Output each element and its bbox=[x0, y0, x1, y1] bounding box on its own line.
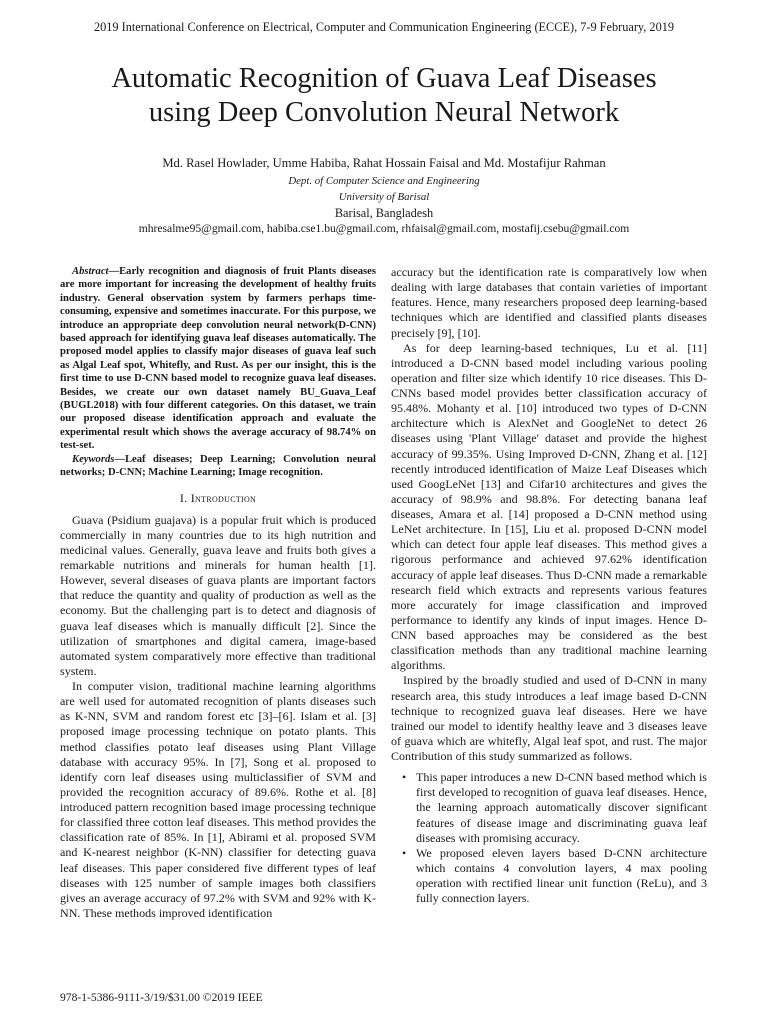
affiliation-city: Barisal, Bangladesh bbox=[334, 206, 434, 220]
right-column bbox=[391, 265, 707, 906]
abstract-dash: — bbox=[108, 266, 120, 277]
body-paragraph-continued: accuracy but the identification rate is comparatively low when dealing with large databases that contain varieties of important features. Hence, many researchers proposed deep learning-based techniques which are identified and classified plants diseases precisely [9], [10]. bbox=[391, 265, 707, 340]
section-title: Introduction bbox=[190, 490, 257, 505]
author-emails: mhresalme95@gmail.com, habiba.cse1.bu@gmail.com, rhfaisal@gmail.com, mostafij.csebu@gmail.com bbox=[138, 222, 630, 235]
keywords-label: Keywords bbox=[72, 453, 115, 465]
section-number: I. bbox=[179, 490, 188, 505]
keywords bbox=[60, 453, 376, 480]
affiliation-dept: Dept. of Computer Science and Engineering bbox=[288, 175, 480, 187]
keywords-text: Leaf diseases; Deep Learning; Convolution neural networks; D-CNN; Machine Learning; Image recognition. bbox=[60, 453, 376, 479]
paper-title bbox=[40, 62, 728, 130]
abstract bbox=[60, 265, 376, 453]
body-paragraph: Guava (Psidium guajava) is a popular fruit which is produced commercially in many countries due to its high nutrition and medicinal values. Generally, guava leave and fruits both gives a remarkable nutritions and minerals for human health [1]. However, several diseases of guava plants are important factors that reduce the quantity and quality of production as well as the economy. But the challenging part is to detect and diagnosis of guava leaf diseases which is manually difficult [2]. Since the utilization of smartphones and digital camera, image-based automated system comparatively more effective than traditional system. bbox=[60, 512, 376, 678]
title-line-2: using Deep Convolution Neural Network bbox=[148, 97, 620, 128]
affiliation-university: University of Barisal bbox=[338, 191, 430, 203]
conference-header: 2019 International Conference on Electrical, Computer and Communication Engineering (ECCE), 7-9 February, 2019 bbox=[93, 20, 675, 34]
contribution-list bbox=[391, 770, 707, 906]
copyright-footer: 978-1-5386-9111-3/19/$31.00 ©2019 IEEE bbox=[60, 991, 263, 1004]
section-heading bbox=[60, 491, 376, 506]
abstract-text: Early recognition and diagnosis of fruit Plants diseases are more important for increasing the development of healthy fruits industry. General observation system by farmers perhaps time-consuming, expensive and sometimes inaccurate. For this purpose, we introduce an appropriate deep convolution neural network(D-CNN) based approach for identifying guava leaf diseases automatically. The proposed model applies to classify major diseases of guava leaf such as Algal Leaf spot, Whitefly, and Rust. As per our insight, this is the first time to use D-CNN based model to recognize guava leaf diseases. Besides, we create our own dataset namely BU_Guava_Leaf (BUGL2018) with four different categories. On this dataset, we train our proposed disease identification approach and evaluate the experimental result which shows the average accuracy of 98.74% on test-set. bbox=[60, 266, 376, 452]
left-column bbox=[60, 265, 376, 921]
author-list: Md. Rasel Howlader, Umme Habiba, Rahat Hossain Faisal and Md. Mostafijur Rahman bbox=[162, 156, 606, 170]
contribution-item: • We proposed eleven layers based D-CNN architecture which contains 4 convolution layers, 4 max pooling operation with rectified linear unit function (ReLu), and 3 fully connection layers. bbox=[391, 846, 707, 907]
title-line-1: Automatic Recognition of Guava Leaf Diseases bbox=[111, 63, 657, 94]
keywords-dash: — bbox=[114, 453, 125, 465]
body-paragraph: In computer vision, traditional machine learning algorithms are well used for automated recognition of plants diseases such as K-NN, SVM and random forest etc [3]–[6]. Islam et al. [3] proposed image processing technique on potato plants. This method classifies potato leaf diseases using Plant Village database with accuracy 95%. In [7], Song et al. proposed to identify corn leaf diseases using multiclassifier of SVM and provided the recognition accuracy of 89.6%. Rothe et al. [8] introduced pattern recognition based image processing technique for classified three cotton leaf diseases. This method provides the classification rate of 85%. In [1], Abirami et al. proposed SVM and K-nearest neighbor (K-NN) classifier for detecting guava leaf diseases. This paper considered five different types of leaf diseases with 125 number of sample images both classifiers gives an average accuracy of 97.2% with SVM and 92% with K-NN. These methods improved identification bbox=[60, 679, 376, 920]
body-paragraph: As for deep learning-based techniques, Lu et al. [11] introduced a D-CNN based model including various pooling operation and filter size which identify 10 rice diseases. This D-CNNs based model provides better classification accuracy of 95.48%. Mohanty et al. [10] introduced two types of D-CNN architecture which is AlexNet and GoogleNet to detect 26 diseases using 'Plant Village' dataset and provide the highest accuracy of 99.35%. Using Improved D-CNN, Zhang et al. [12] recently introduced identification of Maize Leaf Diseases which used GoogLeNet [13] and Cifar10 architectures and gives the accuracy of 98.9% and 98.8%. For detecting banana leaf diseases, Amara et al. [14] proposed a D-CNN method using LeNet architecture. In [15], Liu et al. proposed D-CNN model which can detect four apple leaf diseases. This method gives a rigorous performance and achieved 97.62% identification accuracy of apple leaf diseases. Thus D-CNN made a remarkable research field which extracts and represents various features more accurately for image classification and improved performance to identify any kinds of input images. Hence D-CNN based approaches may be considered as the best classification methods than any traditional machine learning algorithms. bbox=[391, 340, 707, 673]
abstract-label: Abstract bbox=[72, 266, 109, 277]
body-paragraph: Inspired by the broadly studied and used of D-CNN in many research area, this study introduces a leaf image based D-CNN technique to recognized guava leaf diseases. Here we have trained our model to identify healthy leave and 3 diseases leave of guava which are whitefly, Algal leaf spot, and rust. The major Contribution of this study summarized as follows. bbox=[391, 673, 707, 763]
contribution-item: • This paper introduces a new D-CNN based method which is first developed to recognition of guava leaf diseases. Hence, the learning approach automatically discover significant features of disease image and discriminating guava leaf diseases with promising accuracy. bbox=[391, 770, 707, 846]
